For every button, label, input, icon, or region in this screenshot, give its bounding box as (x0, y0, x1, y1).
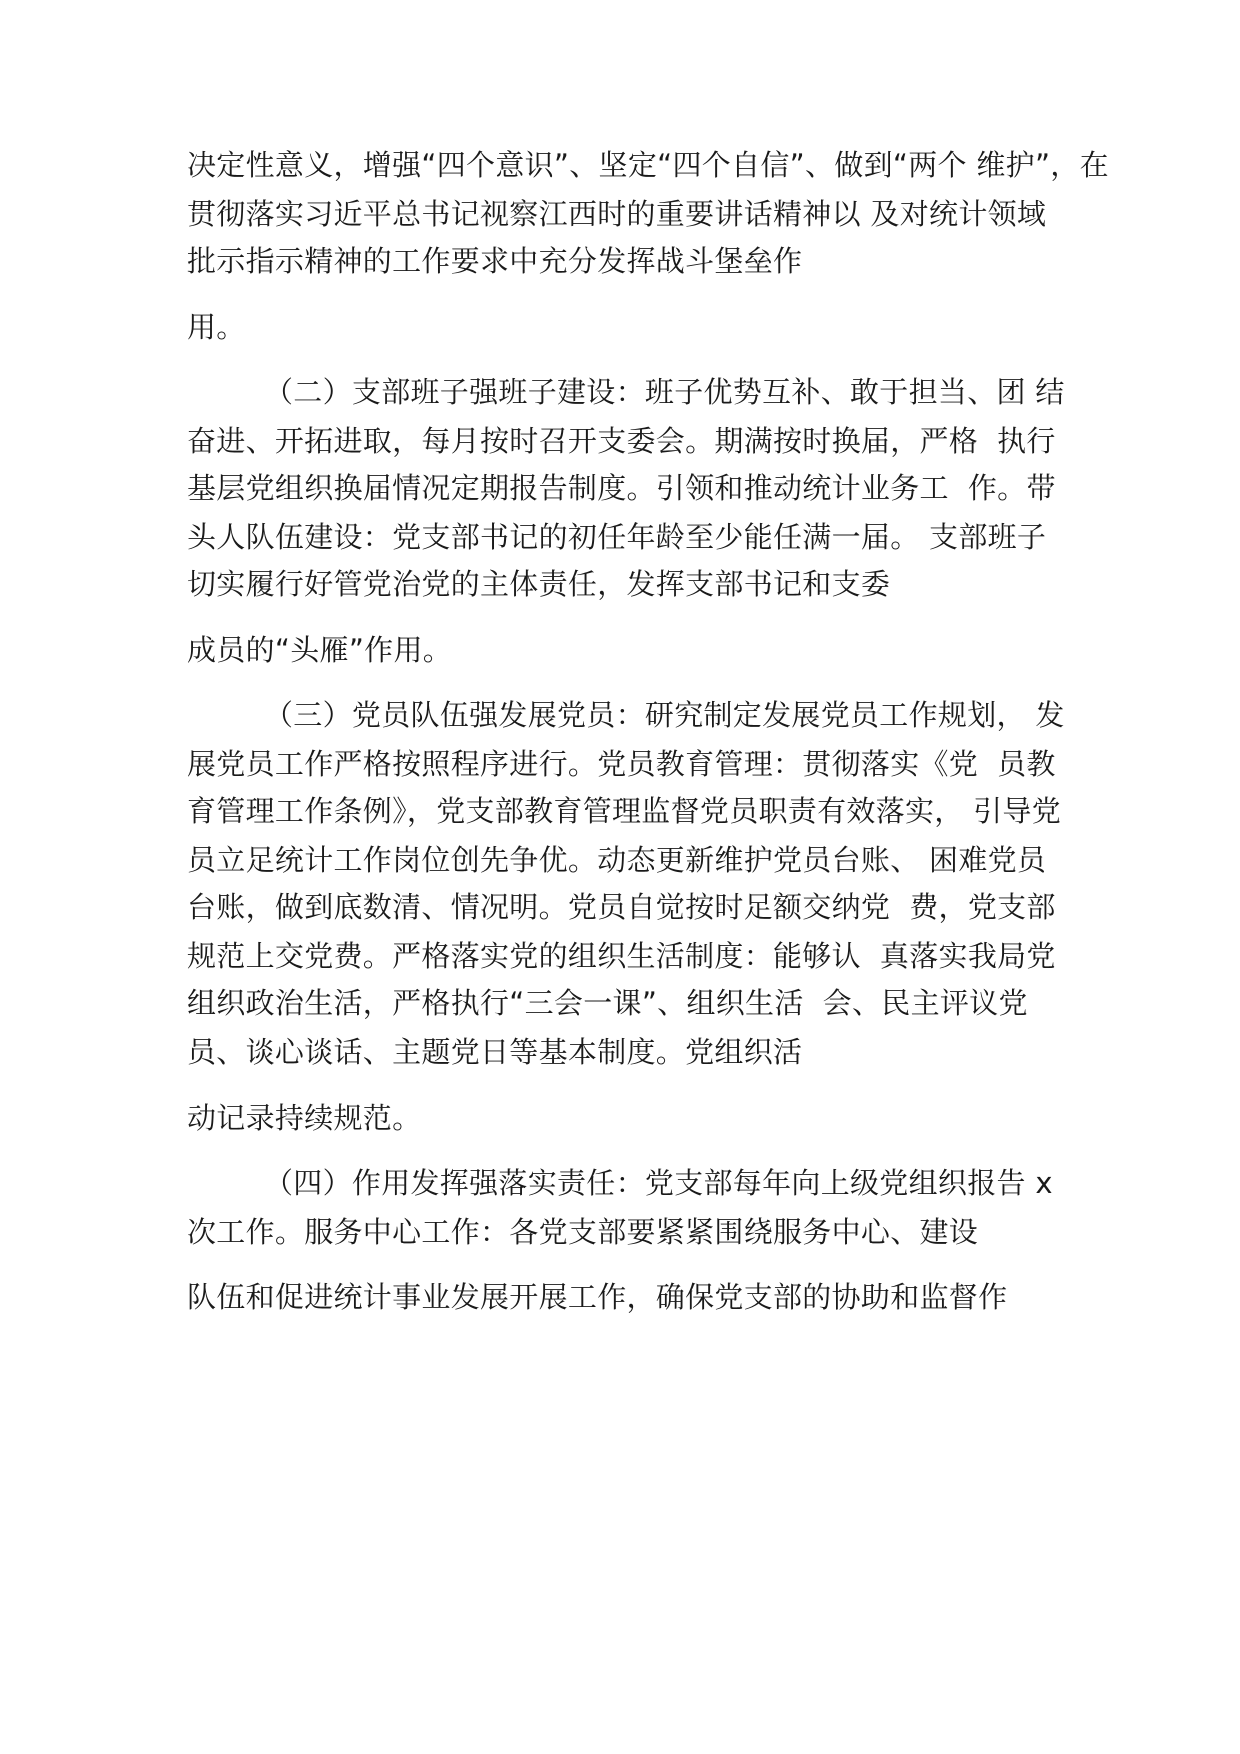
text-line: 规范上交党费。严格落实党的组织生活制度：能够认 真落实我局党 (187, 939, 1056, 973)
text-line: 成员的“头雁”作用。 (187, 633, 453, 667)
text-line: 育管理工作条例》，党支部教育管理监督党员职责有效落实， 引导党 (187, 794, 1062, 828)
text-line: 动记录持续规范。 (187, 1101, 422, 1135)
text-line: 用。 (187, 310, 246, 344)
text-line: 员、谈心谈话、主题党日等基本制度。党组织活 (187, 1035, 803, 1069)
paragraph-start-line: （四）作用发挥强落实责任：党支部每年向上级党组织报告 x (264, 1166, 1053, 1200)
text-line: 台账，做到底数清、情况明。党员自觉按时足额交纳党 费，党支部 (187, 890, 1056, 924)
text-line: 组织政治生活，严格执行“三会一课”、组织生活 会、民主评议党 (187, 986, 1028, 1020)
paragraph-start-line: （三）党员队伍强发展党员：研究制定发展党员工作规划， 发 (264, 698, 1065, 732)
text-line: 次工作。服务中心工作：各党支部要紧紧围绕服务中心、建设 (187, 1215, 979, 1249)
text-line: 展党员工作严格按照程序进行。党员教育管理：贯彻落实《党 员教 (187, 747, 1056, 781)
text-line: 队伍和促进统计事业发展开展工作，确保党支部的协助和监督作 (187, 1280, 1008, 1314)
text-line: 决定性意义，增强“四个意识”、坚定“四个自信”、做到“两个 维护”，在 (187, 148, 1109, 182)
text-line: 批示指示精神的工作要求中充分发挥战斗堡垒作 (187, 244, 803, 278)
text-line: 头人队伍建设：党支部书记的初任年龄至少能任满一届。 支部班子 (187, 520, 1047, 554)
paragraph-start-line: （二）支部班子强班子建设：班子优势互补、敢于担当、团 结 (264, 375, 1065, 409)
text-line: 基层党组织换届情况定期报告制度。引领和推动统计业务工 作。带 (187, 471, 1056, 505)
text-line: 切实履行好管党治党的主体责任，发挥支部书记和支委 (187, 567, 891, 601)
text-line: 贯彻落实习近平总书记视察江西时的重要讲话精神以 及对统计领域 (187, 197, 1047, 231)
text-line: 员立足统计工作岗位创先争优。动态更新维护党员台账、 困难党员 (187, 843, 1047, 877)
text-line: 奋进、开拓进取，每月按时召开支委会。期满按时换届，严格 执行 (187, 424, 1056, 458)
